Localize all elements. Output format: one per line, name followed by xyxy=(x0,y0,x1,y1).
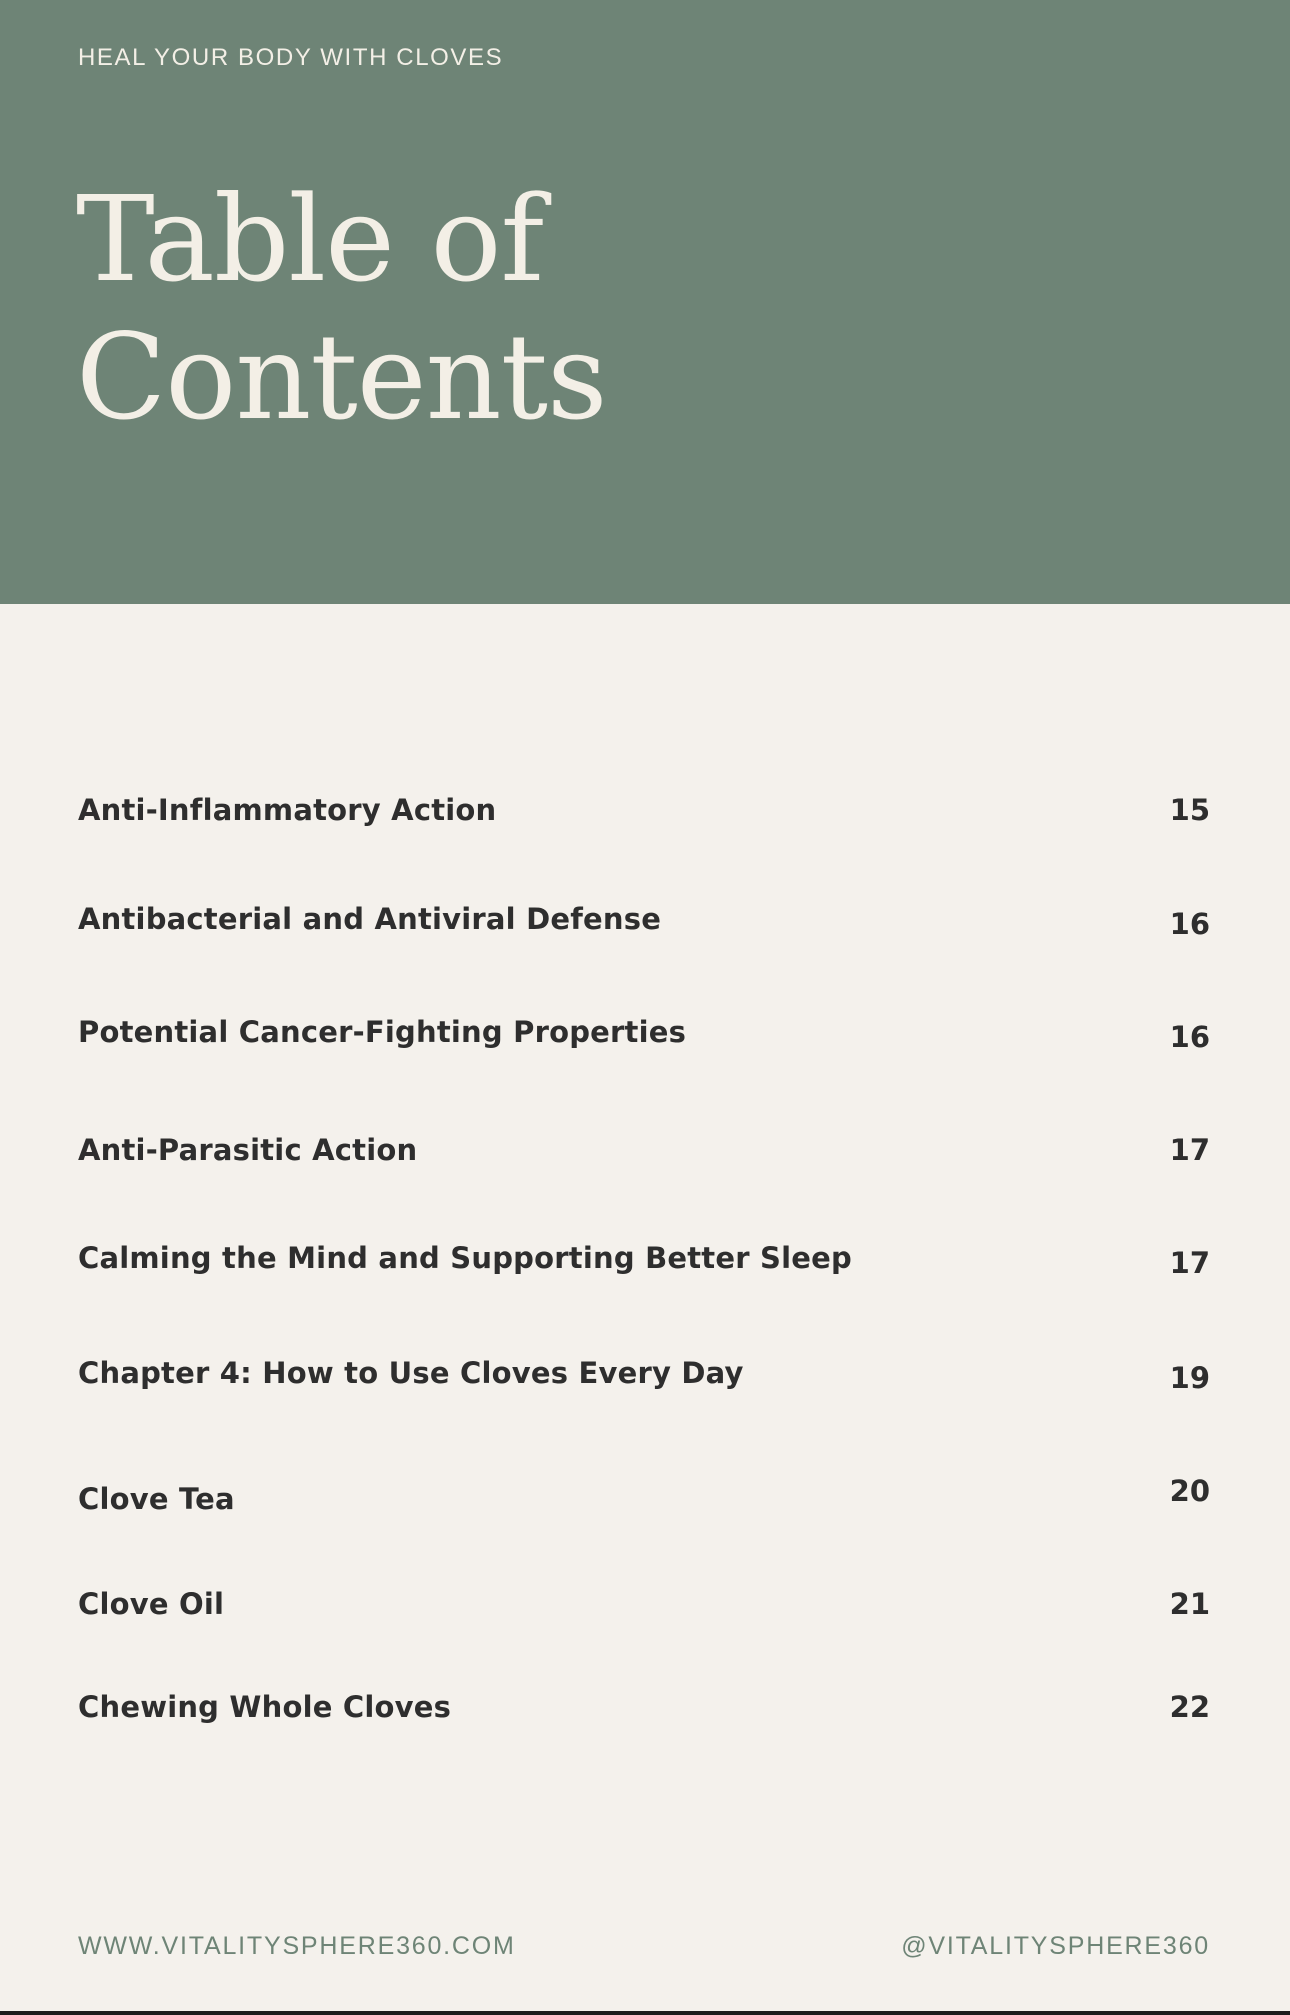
toc-entry-label: Chewing Whole Cloves xyxy=(78,1690,452,1724)
toc-entry[interactable] xyxy=(0,1241,1290,1281)
toc-entry-page: 19 xyxy=(1169,1361,1210,1395)
header-banner xyxy=(0,0,1290,604)
toc-entry-label: Chapter 4: How to Use Cloves Every Day xyxy=(78,1356,744,1390)
toc-entry-label: Anti-Parasitic Action xyxy=(78,1133,418,1167)
toc-entry-label: Clove Oil xyxy=(78,1587,225,1621)
toc-entry-page: 21 xyxy=(1169,1587,1210,1621)
toc-entry[interactable] xyxy=(0,1587,1290,1627)
toc-entry-label: Antibacterial and Antiviral Defense xyxy=(78,902,662,936)
toc-entry[interactable] xyxy=(0,902,1290,942)
toc-entry[interactable] xyxy=(0,1356,1290,1396)
toc-entry-label: Calming the Mind and Supporting Better Sleep xyxy=(78,1241,852,1275)
toc-entry-page: 15 xyxy=(1169,793,1210,827)
toc-entry[interactable] xyxy=(0,1015,1290,1055)
page-title-line-1: Table of xyxy=(76,170,544,308)
page-title xyxy=(76,170,607,446)
bottom-rule xyxy=(0,2011,1290,2015)
toc-entry-page: 22 xyxy=(1169,1690,1210,1724)
toc-entry-label: Anti-Inflammatory Action xyxy=(78,793,497,827)
toc-entry-page: 20 xyxy=(1169,1474,1210,1508)
toc-entry-page: 17 xyxy=(1169,1246,1210,1280)
toc-entry-page: 17 xyxy=(1169,1133,1210,1167)
toc-entry[interactable] xyxy=(0,793,1290,833)
page-title-line-2: Contents xyxy=(76,308,607,446)
toc-entry-page: 16 xyxy=(1169,1020,1210,1054)
toc-entry[interactable] xyxy=(0,1690,1290,1730)
toc-entry[interactable] xyxy=(0,1133,1290,1173)
footer-website-link[interactable]: WWW.VITALITYSPHERE360.COM xyxy=(78,1932,516,1960)
toc-entry-label: Clove Tea xyxy=(78,1482,235,1516)
book-kicker: HEAL YOUR BODY WITH CLOVES xyxy=(78,44,504,71)
footer-social-handle[interactable]: @VITALITYSPHERE360 xyxy=(901,1932,1210,1960)
toc-entry[interactable] xyxy=(0,1474,1290,1522)
toc-entry-page: 16 xyxy=(1169,907,1210,941)
toc-entry-label: Potential Cancer-Fighting Properties xyxy=(78,1015,687,1049)
